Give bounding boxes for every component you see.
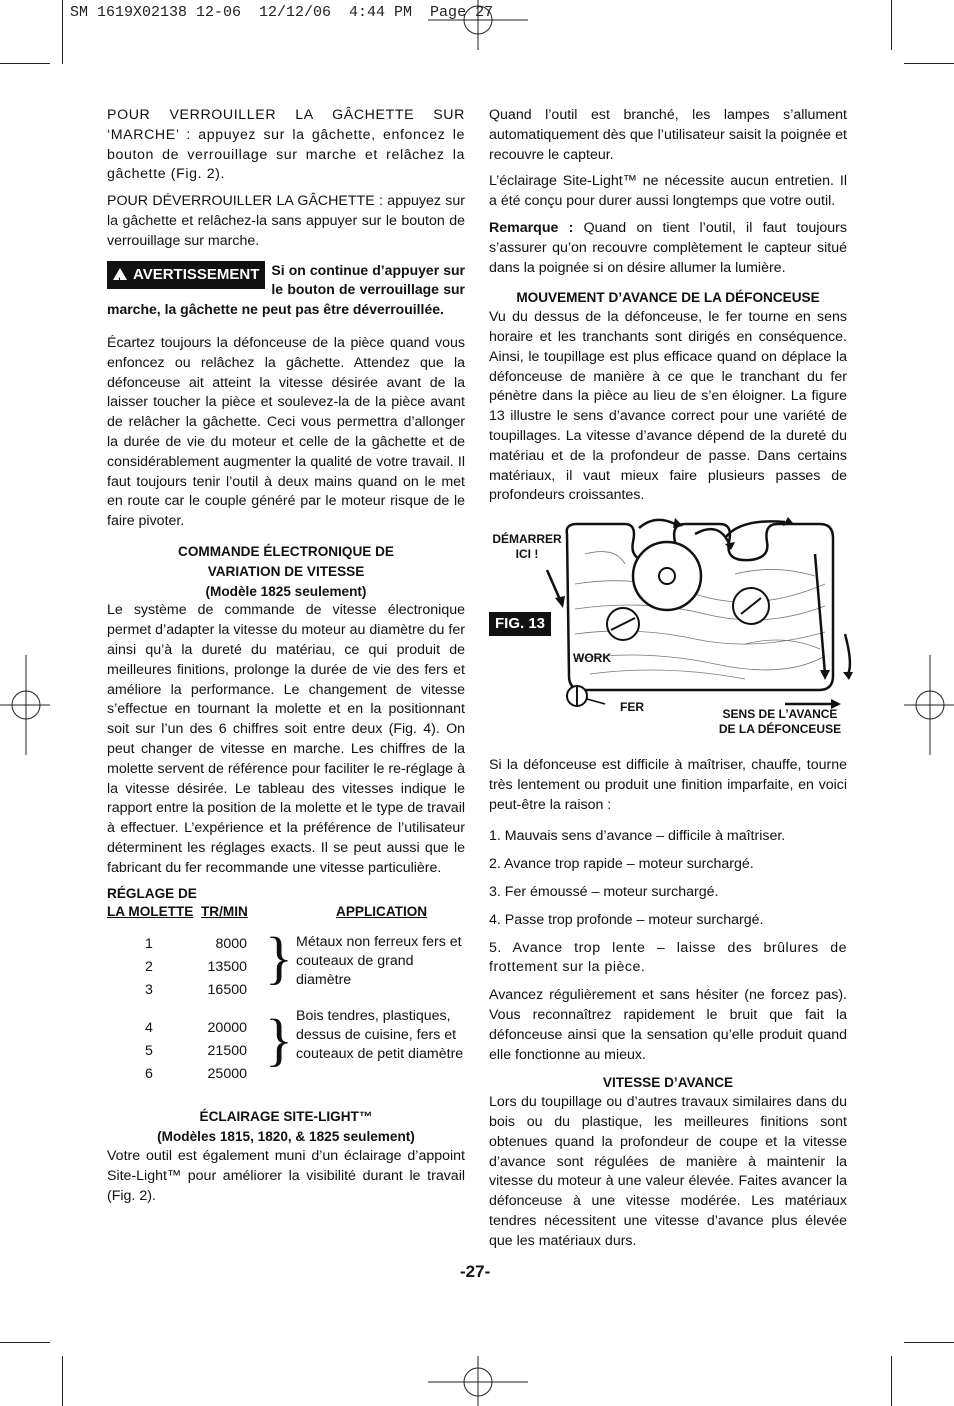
- crop-mark: [891, 0, 892, 50]
- paragraph: Si la défonceuse est difficile à maîtriser, chauffe, tourne très lentement ou produit une finition imparfaite, en voici peut-être la raison :: [489, 757, 847, 813]
- paragraph: Lors du toupillage ou d’autres travaux similaires dans du bois ou du plastique, les meilleures finitions sont obtenues quand la profondeur de coupe et la vitesse d’avance sont régulées de manière à maintenir la vitesse du moteur à une valeur élevée. Faites avancer la défonceuse à une vitesse modérée. Les matériaux tendres nécessitent une vitesse d’avance plus élevée que les matériaux durs.: [489, 1094, 847, 1249]
- paragraph: Écartez toujours la défonceuse de la pièce quand vous enfoncez ou relâchez la gâchette. Attendez que la défonceuse ait atteint la vitesse désirée avant de la laisser toucher la pièce et soulevez-la de la pièce avant de relâcher la gâchette. Ceci vous permettra d’allonger la durée de vie du moteur et celle de la gâchette et de considérablement augmenter la qualité de votre travail. Il faut toujours tenir l’outil à deux mains quand on le met en route car le couple généré par le moteur risque de le faire pivoter.: [107, 334, 465, 530]
- paragraph: Avancez régulièrement et sans hésiter (ne forcez pas). Vous reconnaîtrez rapidement le bruit que fait la défonceuse ainsi que la sensation qu’elle produit quand elle fonctionne au mieux.: [489, 987, 847, 1063]
- registration-mark: [0, 655, 50, 755]
- list-item: 4. Passe trop profonde – moteur surchargé.: [489, 911, 764, 928]
- section-heading: VITESSE D’AVANCE: [602, 1075, 734, 1091]
- crop-mark: [62, 0, 63, 64]
- registration-mark: [428, 0, 528, 50]
- table-settings-2: 4 5 6: [145, 1020, 153, 1083]
- speed-table: [107, 885, 465, 1085]
- left-column: [107, 106, 465, 1213]
- fer-label: FER: [620, 700, 644, 714]
- registration-mark: [428, 1356, 528, 1406]
- brace-icon: }: [265, 925, 293, 991]
- table-rpm-2: 20000 21500 25000: [207, 1020, 247, 1083]
- section-heading: MOUVEMENT D’AVANCE DE LA DÉFONCEUSE: [516, 290, 820, 306]
- paragraph: L’éclairage Site-Light™ ne nécessite aucun entretien. Il a été conçu pour durer aussi longtemps que votre outil.: [489, 173, 847, 210]
- warning-icon: [113, 268, 127, 280]
- paragraph: Quand l’outil est branché, les lampes s’allument automatiquement dès que l’utilisateur saisit la poignée et recouvre le capteur.: [489, 107, 847, 163]
- registration-mark: [904, 655, 954, 755]
- figure-13-illustration: [545, 514, 855, 714]
- feed-direction-label: SENS DE L’AVANCE DE LA DÉFONCEUSE: [718, 707, 842, 736]
- crop-mark: [904, 1342, 954, 1343]
- crop-mark: [0, 63, 50, 64]
- table-header-rpm: TR/MIN: [201, 904, 248, 920]
- crop-mark: [891, 1356, 892, 1406]
- paragraph: POUR DÉVERROUILLER LA GÂCHETTE : appuyez sur la gâchette et relâchez-la sans appuyer sur le bouton de verrouillage sur marche.: [107, 193, 465, 249]
- warning-text: Si on continue d’appuyer sur le bouton de verrouillage sur marche, la gâchette ne peut pas être déverrouillée.: [107, 261, 465, 318]
- list-item: 2. Avance trop rapide – moteur surchargé.: [489, 856, 754, 873]
- crop-mark: [904, 63, 954, 64]
- start-label: DÉMARRER ICI !: [492, 532, 562, 561]
- print-header: SM 1619X02138 12-06 12/12/06 4:44 PM Page 27: [70, 4, 494, 21]
- cause-list: [489, 827, 847, 978]
- figure-tag: FIG. 13: [489, 612, 551, 636]
- section-heading: COMMANDE ÉLECTRONIQUE DE VARIATION DE VITESSE (Modèle 1825 seulement): [178, 543, 394, 599]
- table-settings-1: 1 2 3: [145, 936, 153, 999]
- section-heading: ÉCLAIRAGE SITE-LIGHT™ (Modèles 1815, 1820, & 1825 seulement): [157, 1109, 415, 1145]
- paragraph: Votre outil est également muni d’un éclairage d’appoint Site-Light™ pour améliorer la visibilité durant le travail (Fig. 2).: [107, 1148, 465, 1204]
- table-application-1: Métaux non ferreux fers et couteaux de grand diamètre: [296, 934, 462, 989]
- paragraph: Remarque : Quand on tient l’outil, il faut toujours s’assurer qu’on recouvre complètement le capteur situé dans la poignée si on désire allumer la lumière.: [489, 219, 847, 276]
- list-item: 5. Avance trop lente – laisse des brûlures de frottement sur la pièce.: [489, 939, 847, 976]
- table-rpm-1: 8000 13500 16500: [207, 936, 247, 999]
- list-item: 3. Fer émoussé – moteur surchargé.: [489, 883, 719, 900]
- list-item: 1. Mauvais sens d’avance – difficile à maîtriser.: [489, 828, 786, 845]
- table-header-application: APPLICATION: [336, 904, 428, 920]
- table-header-setting: RÉGLAGE DE LA MOLETTE: [107, 886, 197, 920]
- paragraph: Vu du dessus de la défonceuse, le fer tourne en sens horaire et les tranchants sont dirigés en conséquence. Ainsi, le toupillage est plus efficace quand on déplace la défonceuse de manière à ce que le tranchant du fer pénètre dans la pièce au lieu de s’en éloigner. La figure 13 illustre le sens d’avance correct pour une variété de toupillages. La vitesse d’avance dépend de la dureté du matériau et de la profondeur de passe. Dans certains matériaux, il vaut mieux faire plusieurs passes de profondeurs croissantes.: [489, 309, 847, 504]
- crop-mark: [0, 1342, 50, 1343]
- warning-block: [107, 261, 465, 320]
- paragraph: POUR VERROUILLER LA GÂCHETTE SUR ‘MARCHE’ : appuyez sur la gâchette, enfoncez le bouton de verrouillage sur marche et relâchez la gâchette (Fig. 2).: [107, 107, 465, 183]
- right-column: [489, 106, 847, 513]
- work-label: WORK: [573, 651, 611, 665]
- page-number: -27-: [460, 1262, 491, 1281]
- right-column-lower: [489, 756, 847, 1259]
- table-application-2: Bois tendres, plastiques, dessus de cuisine, fers et couteaux de petit diamètre: [296, 1008, 464, 1063]
- brace-icon: }: [265, 1007, 293, 1073]
- paragraph: Le système de commande de vitesse électronique permet d’adapter la vitesse du moteur au diamètre du fer ainsi qu’à la dureté du matériau, ce qui produit de meilleures finitions, prolonge la durée de vie des fers et améliore la performance. Le changement de vitesse s’effectue en tournant la molette et en la positionnant soit sur l’un des 6 chiffres soit entre deux (Fig. 4). On peut changer de vitesse en marche. Les chiffres de la molette servent de référence pour faciliter le re-réglage à la vitesse désirée. Le tableau des vitesses indique le rapport entre la position de la molette et le type de travail à effectuer. L’expérience et la préférence de l’utilisateur déterminent les réglages exacts. Il se peut aussi que le fabricant du fer recommande une vitesse particulière.: [107, 602, 465, 876]
- warning-badge: !AVERTISSEMENT: [107, 261, 265, 289]
- crop-mark: [62, 1356, 63, 1406]
